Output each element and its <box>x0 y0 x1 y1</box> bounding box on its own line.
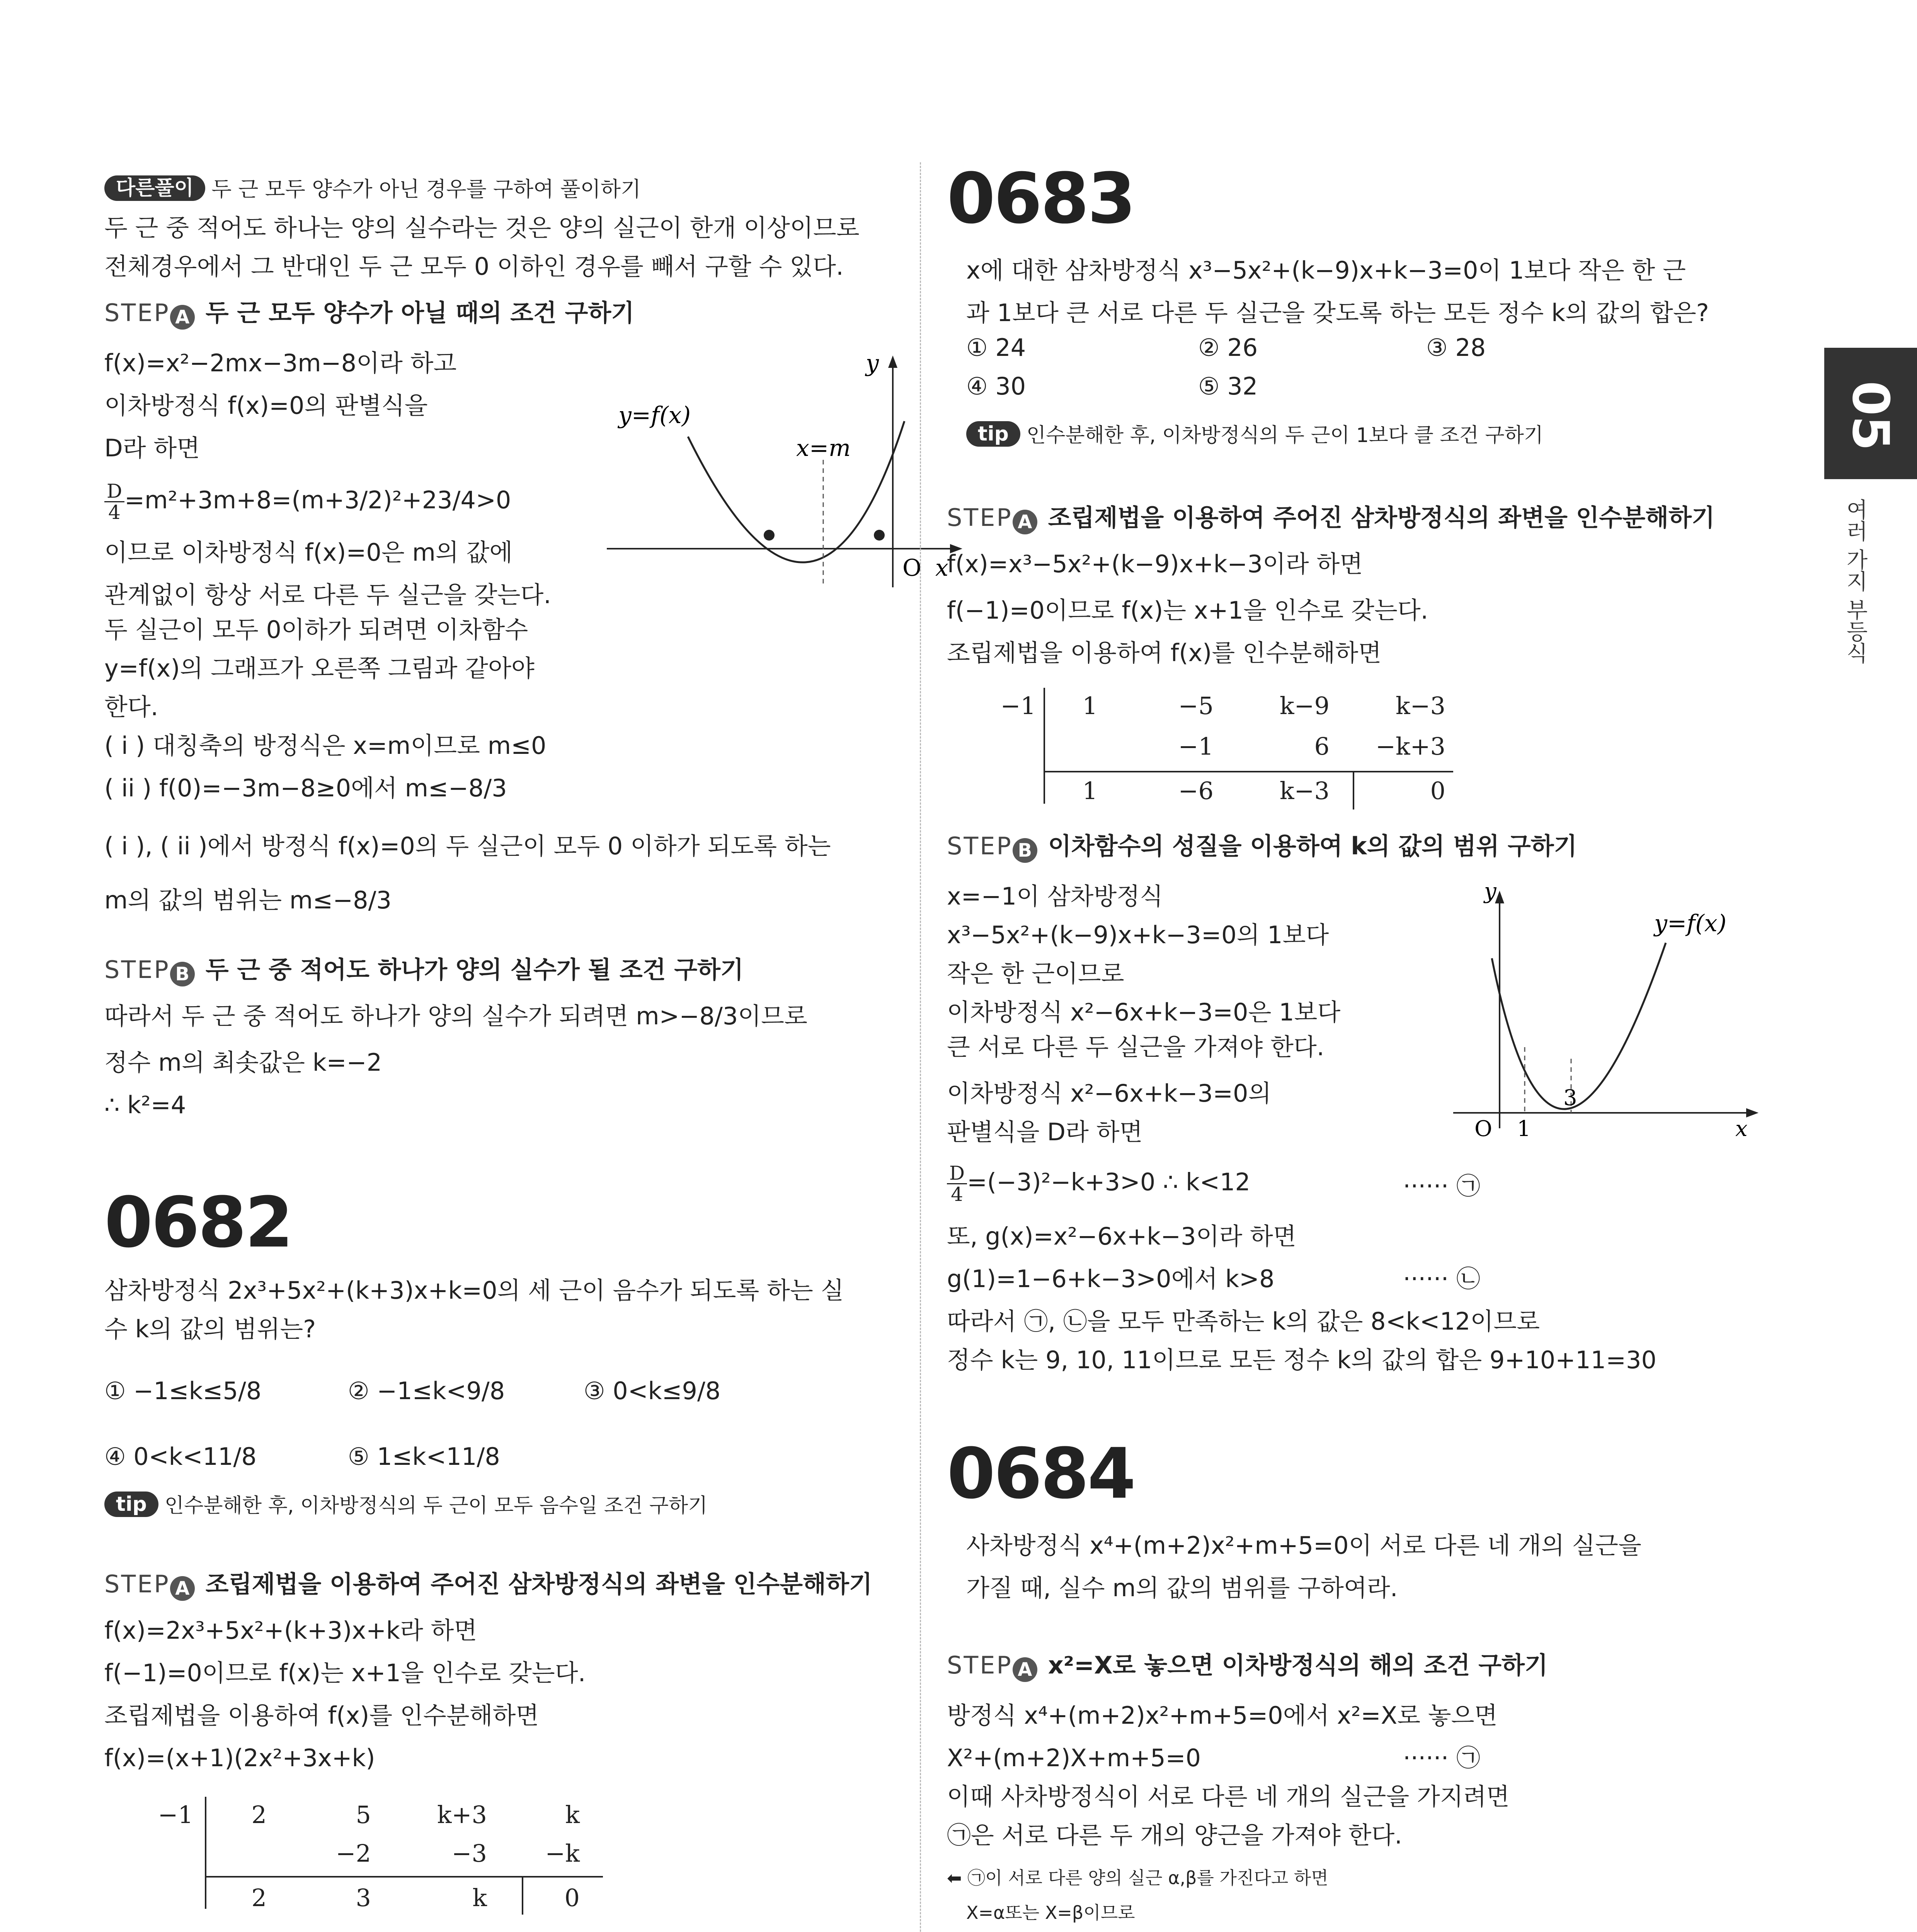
syn-cell: 0 <box>1430 777 1445 805</box>
chapter-title: 여러 가지 부등식 <box>1843 498 1868 664</box>
problem-number-0683: 0683 <box>947 158 1134 239</box>
p683-line-t5: 큰 서로 다른 두 실근을 가져야 한다. <box>947 1033 1325 1061</box>
syn-cell: −k <box>545 1839 580 1867</box>
syn-cell: −1 <box>1178 732 1214 760</box>
syn-horizontal-line <box>205 1876 603 1878</box>
p683-choice-1: ① 24 <box>966 333 1026 362</box>
p682-line-s1: f(x)=2x³+5x²+(k+3)x+k라 하면 <box>104 1616 477 1645</box>
x-axis-arrow <box>1746 1108 1759 1117</box>
syn-cell: 6 <box>1314 732 1330 760</box>
line-a11: ( ii ) f(0)=−3m−8≥0에서 m≤−8/3 <box>104 774 507 802</box>
syn-cell: 1 <box>1082 692 1098 720</box>
line-b1: 따라서 두 근 중 적어도 하나가 양의 실수가 되려면 m>−8/3이므로 <box>104 1002 807 1030</box>
p684-note-2: X=α또는 X=β이므로 <box>966 1902 1135 1923</box>
syn-cell: 2 <box>251 1884 267 1912</box>
syn-root: −1 <box>1000 692 1036 720</box>
p684-line-s4: ㉠은 서로 다른 두 개의 양근을 가져야 한다. <box>947 1821 1402 1849</box>
p682-choice-4: ④ 0<k<11/8 <box>104 1442 257 1471</box>
origin-label: O <box>1474 1116 1492 1141</box>
y-label: y <box>866 350 879 377</box>
syn-cell: −2 <box>335 1839 371 1867</box>
p683-line-s1: f(x)=x³−5x²+(k−9)x+k−3이라 하면 <box>947 550 1363 578</box>
syn-cell: −k+3 <box>1376 732 1445 760</box>
syn-cell: 5 <box>356 1801 371 1829</box>
problem-number-0682: 0682 <box>104 1182 292 1263</box>
syn-cell: k <box>472 1884 487 1912</box>
p683-tip: tip 인수분해한 후, 이차방정식의 두 근이 1보다 클 조건 구하기 <box>966 421 1543 449</box>
p684-line-s2: X²+(m+2)X+m+5=0 <box>947 1744 1201 1772</box>
p682-line-s4: f(x)=(x+1)(2x²+3x+k) <box>104 1744 375 1772</box>
alt-solution-header: 다른풀이 두 근 모두 양수가 아닌 경우를 구하여 풀이하기 <box>104 174 641 205</box>
three-label: 3 <box>1563 1085 1577 1111</box>
syn-cell: −5 <box>1178 692 1214 720</box>
tip-badge: tip <box>104 1492 158 1517</box>
p683-line-t6: 이차방정식 x²−6x+k−3=0의 <box>947 1079 1272 1107</box>
syn-cell: 2 <box>251 1801 267 1829</box>
p684-line-s3: 이때 사차방정식이 서로 다른 네 개의 실근을 가지려면 <box>947 1782 1510 1811</box>
root-point-1 <box>764 530 775 541</box>
p682-choice-2: ② −1≤k<9/8 <box>348 1377 505 1405</box>
syn-cell: k−9 <box>1280 692 1330 720</box>
syn-cell: k+3 <box>437 1801 487 1829</box>
p682-question-1: 삼차방정식 2x³+5x²+(k+3)x+k=0의 세 근이 음수가 되도록 하는 실 <box>104 1276 844 1304</box>
p684-question-1: 사차방정식 x⁴+(m+2)x²+m+5=0이 서로 다른 네 개의 실근을 <box>966 1531 1641 1560</box>
syn-cell: k−3 <box>1280 777 1330 805</box>
p683-marker-2: ······ ㉡ <box>1403 1265 1480 1293</box>
p683-choice-2: ② 26 <box>1198 333 1258 362</box>
line-a2: 이차방정식 f(x)=0의 판별식을 <box>104 391 428 420</box>
p683-marker-1: ······ ㉠ <box>1403 1172 1480 1200</box>
p683-line-t9: 또, g(x)=x²−6x+k−3이라 하면 <box>947 1222 1296 1250</box>
line-a10: ( i ) 대칭축의 방정식은 x=m이므로 m≤0 <box>104 731 546 760</box>
p683-line-t10: g(1)=1−6+k−3>0에서 k>8 <box>947 1265 1275 1293</box>
syn-cell: k <box>565 1801 580 1829</box>
p683-line-t1: x=−1이 삼차방정식 <box>947 882 1163 910</box>
root-point-2 <box>874 530 885 541</box>
column-divider <box>920 162 921 1932</box>
line-a5: 이므로 이차방정식 f(x)=0은 m의 값에 <box>104 538 513 566</box>
p682-question-2: 수 k의 값의 범위는? <box>104 1315 316 1343</box>
origin-label: O <box>902 554 922 582</box>
y-axis-arrow <box>888 355 897 368</box>
x-label: x <box>1735 1116 1748 1141</box>
p682-tip: tip 인수분해한 후, 이차방정식의 두 근이 모두 음수일 조건 구하기 <box>104 1492 707 1519</box>
p683-line-t3: 작은 한 근이므로 <box>947 959 1124 988</box>
p683-line-s2: f(−1)=0이므로 f(x)는 x+1을 인수로 갖는다. <box>947 596 1428 624</box>
p683-step-a-heading: STEP A 조립제법을 이용하여 주어진 삼차방정식의 좌변을 인수분해하기 <box>947 502 1715 534</box>
p684-question-2: 가질 때, 실수 m의 값의 범위를 구하여라. <box>966 1574 1398 1602</box>
line-a13: m의 값의 범위는 m≤−8/3 <box>104 886 392 914</box>
p682-line-s2: f(−1)=0이므로 f(x)는 x+1을 인수로 갖는다. <box>104 1659 586 1687</box>
p684-marker-s2: ······ ㉠ <box>1403 1744 1480 1772</box>
p684-note-1: ⬅ ㉠이 서로 다른 양의 실근 α,β를 가진다고 하면 <box>947 1867 1328 1888</box>
step-a-heading: STEP A 두 근 모두 양수가 아닐 때의 조건 구하기 <box>104 298 634 330</box>
p683-line-t2: x³−5x²+(k−9)x+k−3=0의 1보다 <box>947 921 1329 949</box>
line-b3: ∴ k²=4 <box>104 1091 186 1119</box>
p682-step-a-heading: STEP A 조립제법을 이용하여 주어진 삼차방정식의 좌변을 인수분해하기 <box>104 1569 872 1601</box>
p683-choice-4: ④ 30 <box>966 372 1026 400</box>
p682-synthetic-division <box>124 1793 626 1932</box>
p683-line-s3: 조립제법을 이용하여 f(x)를 인수분해하면 <box>947 639 1382 667</box>
p682-choice-5: ⑤ 1≤k<11/8 <box>348 1442 500 1471</box>
line-a9: 한다. <box>104 693 158 721</box>
p682-choice-3: ③ 0<k≤9/8 <box>584 1377 721 1405</box>
p684-line-s1: 방정식 x⁴+(m+2)x²+m+5=0에서 x²=X로 놓으면 <box>947 1701 1498 1730</box>
p683-choice-3: ③ 28 <box>1426 333 1486 362</box>
y-label: y <box>1484 881 1496 904</box>
p684-step-a-heading: STEP A x²=X로 놓으면 이차방정식의 해의 조건 구하기 <box>947 1650 1548 1682</box>
p683-question-2: 과 1보다 큰 서로 다른 두 실근을 갖도록 하는 모든 정수 k의 값의 합은? <box>966 299 1709 327</box>
syn-cell: 0 <box>564 1884 580 1912</box>
tip-badge: tip <box>966 421 1020 447</box>
p683-line-t4: 이차방정식 x²−6x+k−3=0은 1보다 <box>947 998 1341 1026</box>
parabola-curve <box>1492 943 1666 1109</box>
syn-horizontal-line <box>1044 771 1453 772</box>
syn-cell: k−3 <box>1396 692 1445 720</box>
step-b-heading: STEP B 두 근 중 적어도 하나가 양의 실수가 될 조건 구하기 <box>104 954 744 986</box>
syn-cell: −6 <box>1178 777 1214 805</box>
fx-label: y=f(x) <box>1654 910 1727 937</box>
p683-question-1: x에 대한 삼차방정식 x³−5x²+(k−9)x+k−3=0이 1보다 작은 한 근 <box>966 256 1686 284</box>
p683-choice-5: ⑤ 32 <box>1198 372 1258 400</box>
p683-line-t12: 정수 k는 9, 10, 11이므로 모든 정수 k의 값의 합은 9+10+11=30 <box>947 1346 1657 1374</box>
fx-label: y=f(x) <box>618 402 691 429</box>
alt-solution-badge: 다른풀이 <box>104 175 205 201</box>
p683-synthetic-division <box>966 684 1469 831</box>
line-a8: y=f(x)의 그래프가 오른쪽 그림과 같아야 <box>104 654 535 682</box>
line-a3: D라 하면 <box>104 434 200 462</box>
syn-cell: 3 <box>356 1884 371 1912</box>
one-label: 1 <box>1517 1116 1531 1141</box>
p682-choice-1: ① −1≤k≤5/8 <box>104 1377 262 1405</box>
line-a1: f(x)=x²−2mx−3m−8이라 하고 <box>104 349 457 377</box>
problem-number-0684: 0684 <box>947 1434 1134 1514</box>
syn-cell: −3 <box>451 1839 487 1867</box>
p683-line-t11: 따라서 ㉠, ㉡을 모두 만족하는 k의 값은 8<k<12이므로 <box>947 1307 1540 1335</box>
line-a4: $\frac{D}{4}$ =m²+3m+8=(m+3/2)²+23/4>0 <box>104 481 511 522</box>
p682-line-s3: 조립제법을 이용하여 f(x)를 인수분해하면 <box>104 1701 539 1730</box>
x-label: x <box>935 554 948 582</box>
d-over-4: $\frac{D}{4}$ <box>947 1163 967 1204</box>
alt-line-1: 두 근 중 적어도 하나는 양의 실수라는 것은 양의 실근이 한개 이상이므로 <box>104 214 860 242</box>
line-b2: 정수 m의 최솟값은 k=−2 <box>104 1048 382 1077</box>
p683-line-t7: 판별식을 D라 하면 <box>947 1118 1143 1146</box>
chapter-tab: 05 <box>1824 348 1917 479</box>
parabola-graph-2 <box>1438 881 1778 1151</box>
alt-line-2: 전체경우에서 그 반대인 두 근 모두 0 이하인 경우를 빼서 구할 수 있다. <box>104 252 844 281</box>
axis-label: x=m <box>796 435 851 462</box>
line-a7: 두 실근이 모두 0이하가 되려면 이차함수 <box>104 616 528 644</box>
line-a12: ( i ), ( ii )에서 방정식 f(x)=0의 두 실근이 모두 0 이하가 되도록 하는 <box>104 832 831 860</box>
parabola-graph-1 <box>595 348 974 626</box>
syn-cell: 1 <box>1082 777 1098 805</box>
p683-step-b-heading: STEP B 이차함수의 성질을 이용하여 k의 값의 범위 구하기 <box>947 831 1577 863</box>
line-a6: 관계없이 항상 서로 다른 두 실근을 갖는다. <box>104 581 552 609</box>
d-over-4: $\frac{D}{4}$ <box>104 481 124 522</box>
syn-root: −1 <box>158 1801 193 1829</box>
p683-line-t8: $\frac{D}{4}$ =(−3)²−k+3>0 ∴ k<12 <box>947 1163 1250 1204</box>
